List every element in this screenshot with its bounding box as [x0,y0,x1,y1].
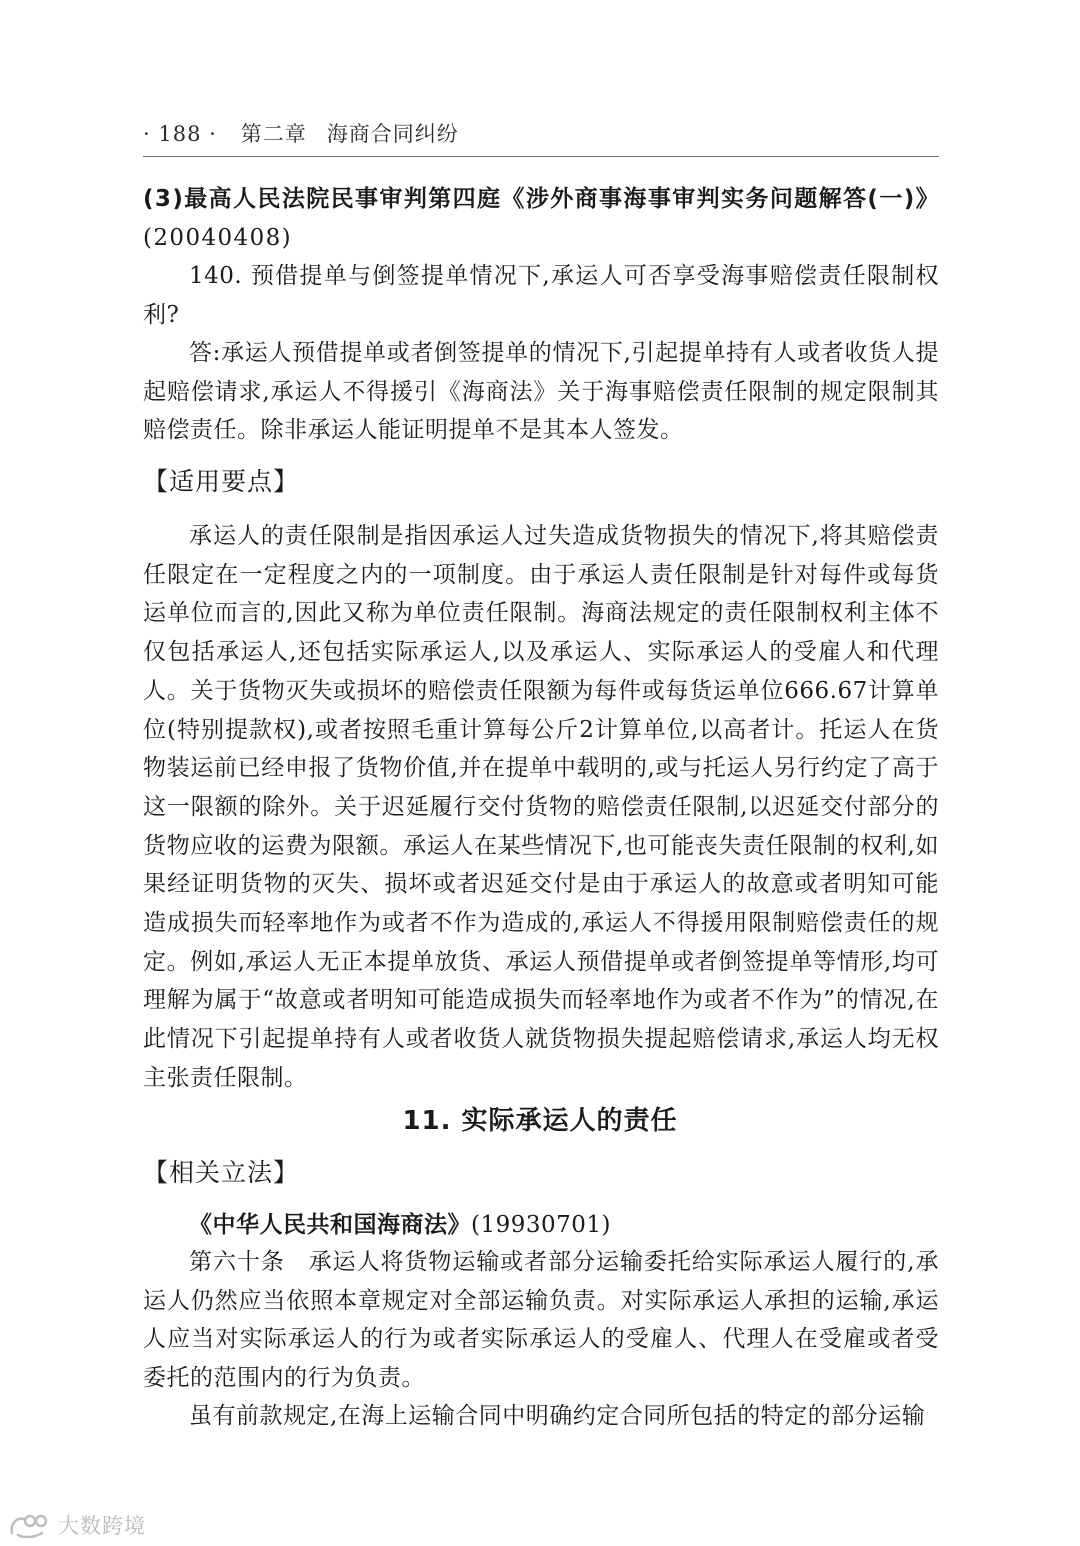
source-title [143,180,939,257]
source-date: (20040408) [143,224,293,251]
header-rule [143,156,939,157]
page-number: · 188 · [143,122,217,146]
related-legislation-heading: 【相关立法】 [143,1158,300,1187]
watermark-text: 大数跨境 [58,1514,146,1538]
law-date: (19930701) [471,1212,612,1238]
section-title: 11. 实际承运人的责任 [402,1106,678,1136]
chapter-title: 海商合同纠纷 [326,122,459,146]
watermark-logo-icon [8,1511,52,1539]
continuation-paragraph: 虽有前款规定,在海上运输合同中明确约定合同所包括的特定的部分运输 [189,1403,926,1429]
chapter-number: 第二章 [240,122,307,146]
answer-paragraph: 答:承运人预借提单或者倒签提单的情况下,引起提单持有人或者收货人提起赔偿请求,承运人不得援引《海商法》关于海事赔偿责任限制的规定限制其赔偿责任。除非承运人能证明提单不是其本人签发。 [143,340,939,443]
law-title-line [143,1206,939,1245]
page-header [143,118,939,148]
key-points-paragraph: 承运人的责任限制是指因承运人过失造成货物损失的情况下,将其赔偿责任限定在一定程度之内的一项制度。由于承运人责任限制是针对每件或每货运单位而言的,因此又称为单位责任限制。海商法规定的责任限制权利主体不仅包括承运人,还包括实际承运人,以及承运人、实际承运人的受雇人和代理人。关于货物灭失或损坏的赔偿责任限额为每件或每货运单位666.67计算单位(特别提款权),或者按照毛重计算每公斤2计算单位,以高者计。托运人在货物装运前已经申报了货物价值,并在提单中载明的,或与托运人另行约定了高于这一限额的除外。关于迟延履行交付货物的赔偿责任限制,以迟延交付部分的货物应收的运费为限额。承运人在某些情况下,也可能丧失责任限制的权利,如果经证明货物的灭失、损坏或者迟延交付是由于承运人的故意或者明知可能造成损失而轻率地作为或者不作为造成的,承运人不得援用限制赔偿责任的规定。例如,承运人无正本提单放货、承运人预借提单或者倒签提单等情形,均可理解为属于“故意或者明知可能造成损失而轻率地作为或者不作为”的情况,在此情况下引起提单持有人或者收货人就货物损失提起赔偿请求,承运人均无权主张责任限制。 [143,523,939,1091]
question-paragraph: 140. 预借提单与倒签提单情况下,承运人可否享受海事赔偿责任限制权利? [143,263,939,328]
article-60-paragraph: 第六十条 承运人将货物运输或者部分运输委托给实际承运人履行的,承运人仍然应当依照本章规定对全部运输负责。对实际承运人承担的运输,承运人应当对实际承运人的行为或者实际承运人的受雇人、代理人在受雇或者受委托的范围内的行为负责。 [143,1249,939,1391]
key-points-heading: 【适用要点】 [143,467,300,496]
watermark [8,1510,146,1540]
source-title-text: (3)最高人民法院民事审判第四庭《涉外商事海事审判实务问题解答(一)》 [143,186,941,212]
law-title: 《中华人民共和国海商法》 [189,1212,471,1238]
